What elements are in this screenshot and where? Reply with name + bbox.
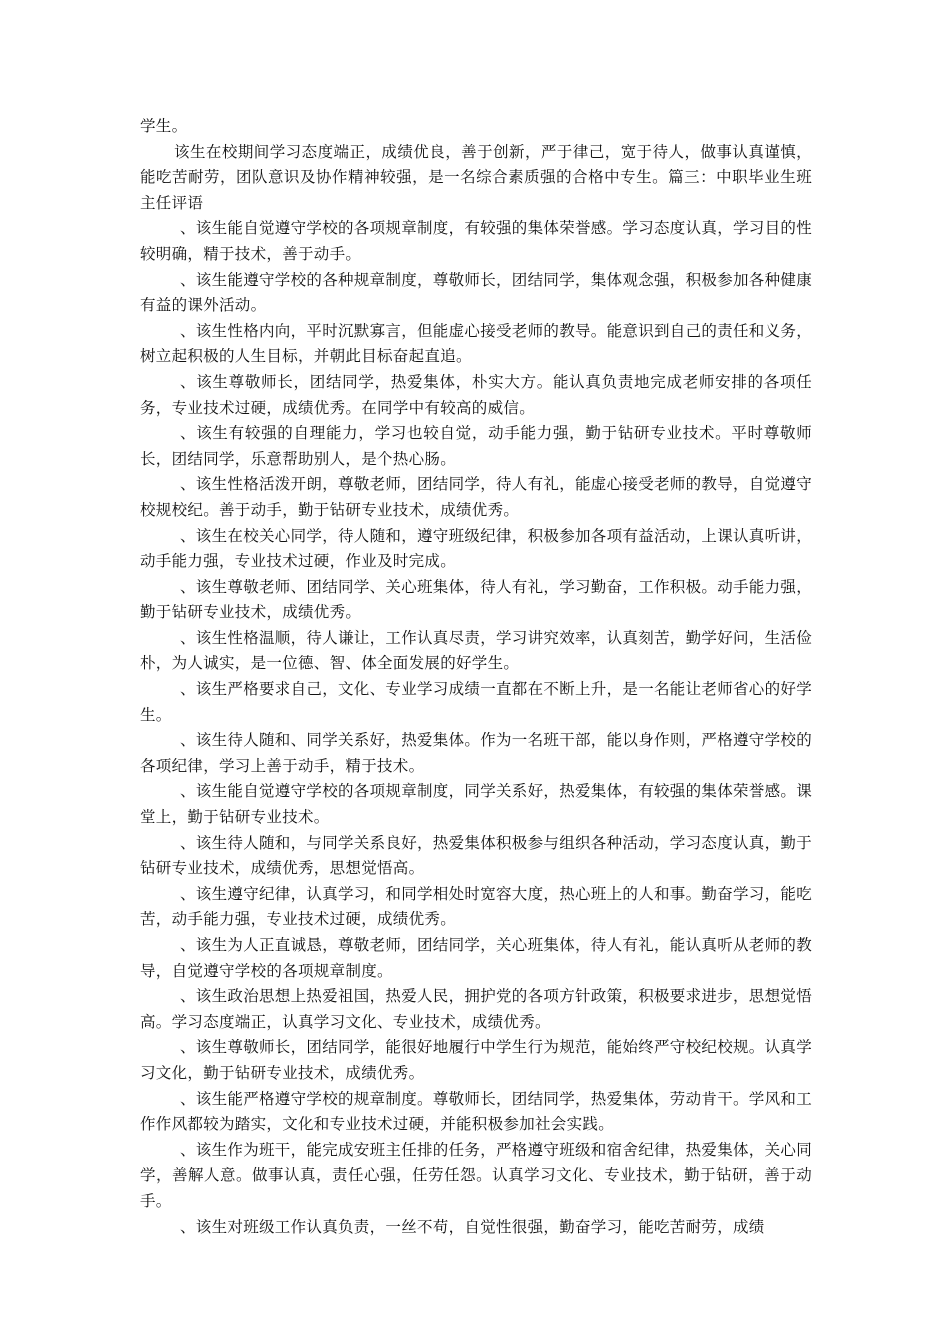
paragraph: 、该生为人正直诚恳，尊敬老师，团结同学，关心班集体，待人有礼，能认真听从老师的教导，自觉遵守学校的各项规章制度。 [140, 936, 813, 980]
paragraph: 、该生作为班干，能完成安班主任排的任务，严格遵守班级和宿舍纪律，热爱集体，关心同学，善解人意。做事认真，责任心强，任劳任怨。认真学习文化、专业技术，勤于钻研，善于动手。 [140, 1140, 813, 1210]
paragraph: 、该生能严格遵守学校的规章制度。尊敬师长，团结同学，热爱集体，劳动肯干。学风和工作作风都较为踏实，文化和专业技术过硬，并能积极参加社会实践。 [140, 1089, 813, 1134]
paragraph: 、该生性格活泼开朗，尊敬老师，团结同学，待人有礼，能虚心接受老师的教导，自觉遵守校规校纪。善于动手，勤于钻研专业技术，成绩优秀。 [140, 475, 813, 519]
paragraph: 、该生待人随和、同学关系好，热爱集体。作为一名班干部，能以身作则，严格遵守学校的各项纪律，学习上善于动手，精于技术。 [140, 731, 813, 775]
paragraph: 、该生性格温顺，待人谦让，工作认真尽责，学习讲究效率，认真刻苦，勤学好问，生活俭朴，为人诚实，是一位德、智、体全面发展的好学生。 [140, 628, 813, 673]
paragraph: 学生。 [140, 117, 188, 135]
document-body [140, 114, 812, 1240]
paragraph: 该生在校期间学习态度端正，成绩优良，善于创新，严于律己，宽于待人，做事认真谨慎，能吃苦耐劳，团队意识及协作精神较强，是一名综合素质强的合格中专生。篇三：中职毕业生班主任评语 [140, 142, 812, 212]
paragraph: 、该生在校关心同学，待人随和，遵守班级纪律，积极参加各项有益活动，上课认真听讲，动手能力强，专业技术过硬，作业及时完成。 [140, 526, 813, 571]
paragraph: 、该生性格内向，平时沉默寡言，但能虚心接受老师的教导。能意识到自己的责任和义务，树立起积极的人生目标，并朝此目标奋起直追。 [140, 321, 813, 366]
paragraph: 、该生待人随和，与同学关系良好，热爱集体积极参与组织各种活动，学习态度认真，勤于钻研专业技术，成绩优秀，思想觉悟高。 [140, 833, 813, 878]
paragraph: 、该生尊敬师长，团结同学，热爱集体，朴实大方。能认真负责地完成老师安排的各项任务，专业技术过硬，成绩优秀。在同学中有较高的威信。 [140, 372, 812, 417]
paragraph: 、该生对班级工作认真负责，一丝不苟，自觉性很强，勤奋学习，能吃苦耐劳，成绩 [180, 1217, 765, 1236]
paragraph: 、该生有较强的自理能力，学习也较自觉，动手能力强，勤于钻研专业技术。平时尊敬师长，团结同学，乐意帮助别人，是个热心肠。 [140, 424, 812, 468]
paragraph: 、该生遵守纪律，认真学习，和同学相处时宽容大度，热心班上的人和事。勤奋学习，能吃苦，动手能力强，专业技术过硬，成绩优秀。 [140, 884, 813, 929]
paragraph: 、该生尊敬老师、团结同学、关心班集体，待人有礼，学习勤奋，工作积极。动手能力强，勤于钻研专业技术，成绩优秀。 [140, 577, 813, 622]
paragraph: 、该生政治思想上热爱祖国，热爱人民，拥护党的各项方针政策，积极要求进步，思想觉悟高。学习态度端正，认真学习文化、专业技术，成绩优秀。 [140, 987, 813, 1031]
paragraph: 、该生能自觉遵守学校的各项规章制度，有较强的集体荣誉感。学习态度认真，学习目的性较明确，精于技术，善于动手。 [140, 219, 813, 263]
paragraph: 、该生尊敬师长，团结同学，能很好地履行中学生行为规范，能始终严守校纪校规。认真学习文化，勤于钻研专业技术，成绩优秀。 [140, 1038, 813, 1082]
paragraph: 、该生严格要求自己，文化、专业学习成绩一直都在不断上升，是一名能让老师省心的好学生。 [140, 680, 813, 724]
paragraph: 、该生能自觉遵守学校的各项规章制度，同学关系好，热爱集体，有较强的集体荣誉感。课堂上，勤于钻研专业技术。 [140, 782, 813, 827]
paragraph: 、该生能遵守学校的各种规章制度，尊敬师长，团结同学，集体观念强，积极参加各种健康有益的课外活动。 [140, 270, 813, 315]
